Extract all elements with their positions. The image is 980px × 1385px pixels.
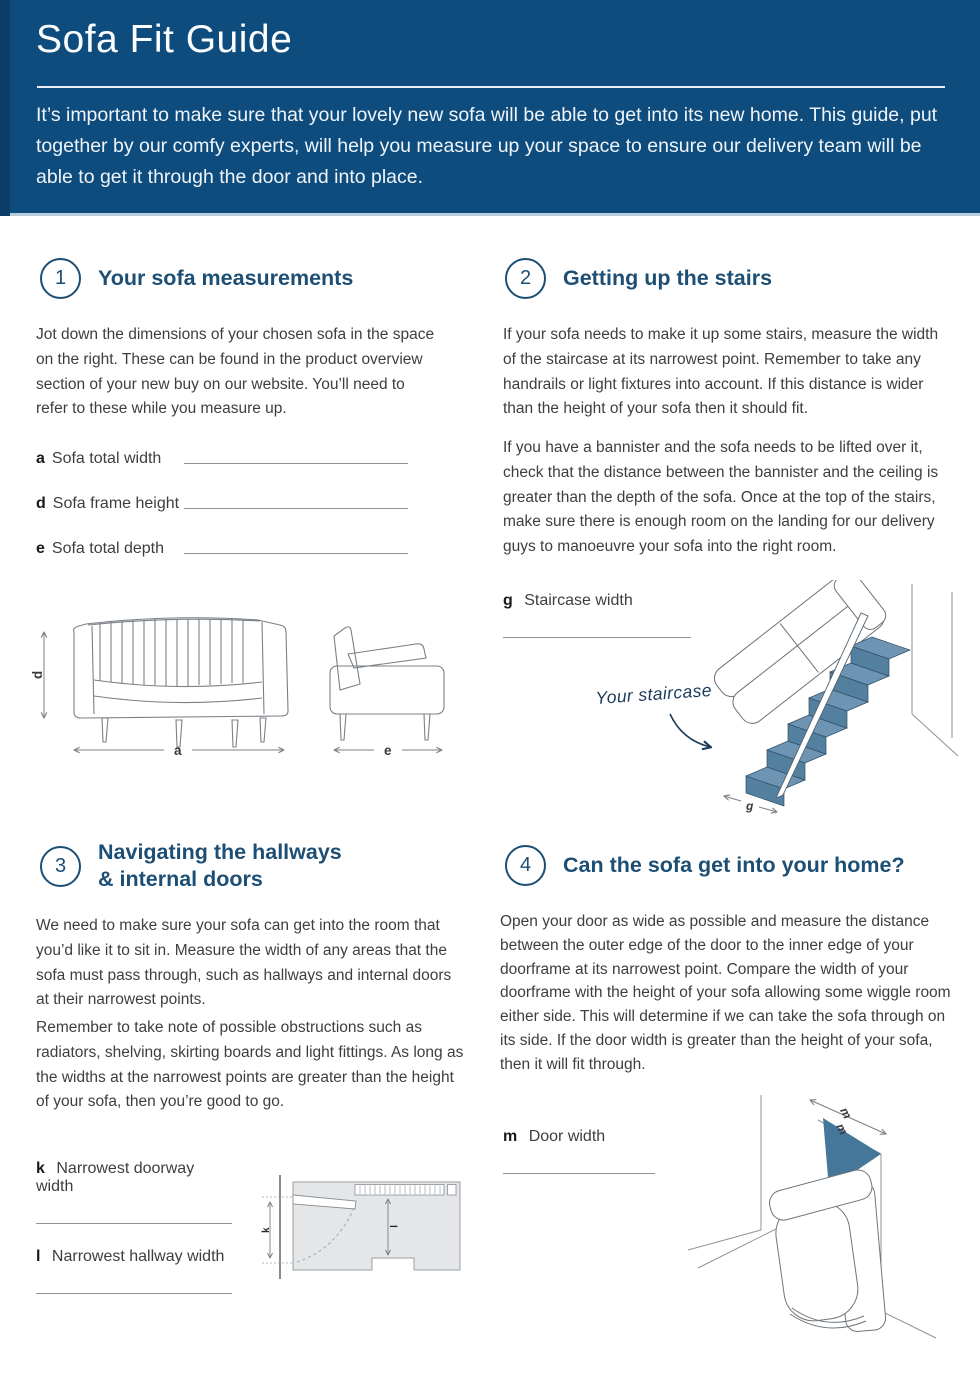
page-title: Sofa Fit Guide [36, 18, 293, 61]
field-key-d: d [36, 495, 46, 512]
field-key-k: k [36, 1160, 45, 1177]
field-sofa-total-width [36, 450, 408, 468]
field-key-e: e [36, 540, 45, 557]
section-1-title: Your sofa measurements [98, 266, 354, 290]
title-divider [37, 86, 945, 88]
section-3-title [98, 839, 342, 893]
sofa-front-view-drawing [74, 618, 288, 747]
write-in-line [503, 1173, 655, 1174]
doorway-illustration [688, 1090, 958, 1340]
field-key-m: m [503, 1128, 518, 1145]
section-2-paragraph-1: If your sofa needs to make it up some stairs, measure the width of the staircase at its narrowest point. Remember to take any handrails or light fixtures into account. If this distance is wider than the height of your sofa then it should fit. [503, 326, 939, 418]
write-in-line [184, 553, 408, 554]
field-label-sofa-frame-height: Sofa frame height [52, 495, 180, 512]
field-label-narrowest-doorway-width: Narrowest doorway width [36, 1160, 195, 1195]
section-2-title: Getting up the stairs [563, 266, 773, 290]
sofa-side-view-drawing [330, 627, 444, 740]
section-1-number-badge: 1 [40, 258, 81, 299]
dimension-label-d: d [30, 670, 45, 679]
section-4-number-badge: 4 [505, 845, 546, 886]
field-key-g: g [503, 592, 513, 609]
header-left-edge [0, 0, 10, 216]
sofa-through-door-drawing [767, 1167, 887, 1332]
section-2-paragraph-2: If you have a bannister and the sofa needs to be lifted over it, check that the distance between the bannister and the ceiling is greater than the depth of the sofa. Once at the top of the stairs, make sure there is enough room on the landing for our delivery guys to manoeuvre your sofa into the right room. [503, 439, 939, 556]
section-3-header [40, 839, 342, 893]
section-4-title: Can the sofa get into your home? [563, 853, 905, 877]
hallway-floorplan-illustration [248, 1175, 464, 1281]
field-sofa-frame-height [36, 495, 408, 513]
section-3-paragraph-1: We need to make sure your sofa can get into the room that you’d like it to sit in. Measure the width of any areas that the sofa must pass through, such as hallways and internal doors at their narrowest points. [36, 917, 452, 1009]
dimension-label-m: m [837, 1105, 855, 1122]
field-door-width [503, 1128, 655, 1174]
sofa-dimension-arrows [30, 632, 442, 758]
section-3-title-line-1: Navigating the hallways [98, 840, 342, 864]
dimension-label-l: l [387, 1225, 398, 1228]
section-1-paragraph: Jot down the dimensions of your chosen sofa in the space on the right. These can be found in the product overview section of your new buy on our website. You’ll need to refer to these while you measure up. [36, 326, 435, 418]
section-3-paragraph-2: Remember to take note of possible obstructions such as radiators, shelving, skirting boards and light fittings. As long as the widths at the narrowest points are greater than the height of your sofa, then you’re good to go. [36, 1019, 464, 1111]
section-1-header [40, 258, 353, 299]
write-in-line [184, 463, 408, 464]
field-label-narrowest-hallway-width: Narrowest hallway width [51, 1248, 225, 1265]
sofa-measurement-fields [36, 450, 408, 585]
section-4-header [505, 845, 905, 886]
section-3-number-badge: 3 [40, 846, 81, 887]
dimension-label-e: e [384, 743, 392, 758]
annotation-curved-arrow-icon [670, 714, 710, 747]
sofa-dimensions-illustration [28, 592, 448, 767]
write-in-line [36, 1223, 232, 1224]
dimension-label-m-2: m [833, 1121, 851, 1138]
field-label-sofa-total-width: Sofa total width [51, 450, 162, 467]
dimension-label-k: k [261, 1227, 272, 1233]
field-narrowest-doorway-width [36, 1160, 232, 1224]
doorway-width-arrow [261, 1197, 292, 1263]
section-2-number-badge: 2 [505, 258, 546, 299]
radiator-drawing [355, 1185, 456, 1196]
field-label-staircase-width: Staircase width [524, 592, 633, 609]
door-width-arrow [810, 1100, 886, 1137]
field-key-a: a [36, 450, 45, 467]
dimension-label-a: a [174, 743, 182, 758]
intro-text: It’s important to make sure that your lovely new sofa will be able to get into its new home. This guide, put together by our comfy experts, will help you measure up your space to ensure our delivery team will be able to get it through the door and into place. [36, 104, 938, 188]
write-in-line [36, 1293, 232, 1294]
write-in-line [184, 508, 408, 509]
stair-wall-lines [912, 584, 958, 756]
field-key-l: l [36, 1248, 41, 1265]
staircase-illustration [578, 580, 960, 818]
section-3-title-line-2: & internal doors [98, 867, 263, 891]
your-staircase-annotation: Your staircase [594, 679, 713, 708]
field-sofa-total-depth [36, 540, 408, 558]
field-narrowest-hallway-width [36, 1248, 232, 1294]
field-label-sofa-total-depth: Sofa total depth [51, 540, 164, 557]
section-4-paragraph: Open your door as wide as possible and measure the distance between the outer edge of the door to the inner edge of your doorframe at its narrowest point. Compare the width of your doorframe with the height of your sofa allowing some wiggle room either side. This will determine if we can take the sofa through on its side. If the door width is greater than the height of your sofa, then it will fit through. [500, 913, 951, 1073]
field-label-door-width: Door width [528, 1128, 606, 1145]
section-2-header [505, 258, 772, 299]
dimension-label-g: g [746, 799, 754, 813]
header-banner [0, 0, 980, 216]
